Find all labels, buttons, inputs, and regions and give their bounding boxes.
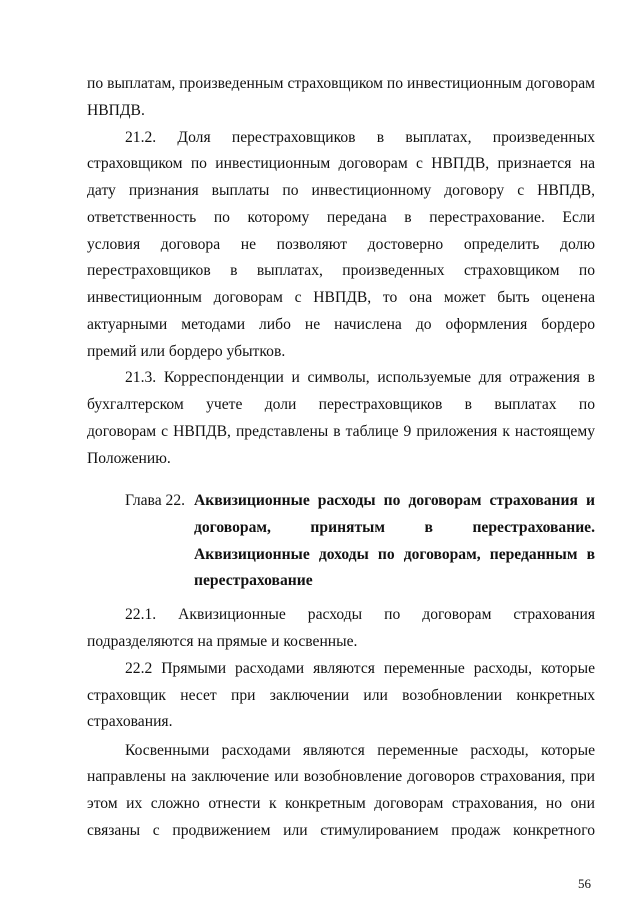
paragraph-line: 22.1. Аквизиционные расходы по договорам страхования: [125, 606, 595, 623]
chapter-title-line: договорам, принятым в перестрахование.: [194, 519, 595, 536]
paragraph-line: бухгалтерском учете доли перестраховщиков в выплатах по: [87, 396, 595, 413]
paragraph-line: премий или бордеро убытков.: [87, 343, 286, 360]
paragraph-line: 21.2. Доля перестраховщиков в выплатах, произведенных: [125, 129, 595, 146]
paragraph-line: направлены на заключение или возобновление договоров страхования, при: [87, 768, 595, 785]
chapter-title-line: Аквизиционные доходы по договорам, переданным в: [194, 546, 595, 563]
paragraph-line: договорам с НВПДВ, представлены в таблице 9 приложения к настоящему: [87, 423, 595, 440]
paragraph-line: ответственность по которому передана в перестрахование. Если: [87, 209, 595, 226]
paragraph-line: связаны с продвижением или стимулированием продаж конкретного: [87, 822, 595, 839]
paragraph-line: НВПДВ.: [87, 102, 145, 119]
paragraph-line: перестраховщиков в выплатах, произведенных страховщиком по: [87, 262, 595, 279]
chapter-title-line: перестрахование: [194, 572, 313, 589]
chapter-label: Глава 22.: [125, 492, 186, 509]
paragraph-line: страховщик несет при заключении или возобновлении конкретных: [87, 687, 595, 704]
paragraph-line: Положению.: [87, 450, 171, 467]
paragraph-line: подразделяются на прямые и косвенные.: [87, 633, 358, 650]
paragraph-line: по выплатам, произведенным страховщиком по инвестиционным договорам: [87, 75, 595, 92]
paragraph-line: условия договора не позволяют достоверно определить долю: [87, 236, 595, 253]
chapter-title-line: Аквизиционные расходы по договорам страхования и: [194, 492, 595, 509]
page-number: 56: [578, 876, 591, 891]
paragraph-line: 22.2 Прямыми расходами являются переменные расходы, которые: [125, 660, 595, 677]
paragraph-line: актуарными методами либо не начислена до оформления бордеро: [87, 316, 595, 333]
paragraph-line: этом их сложно отнести к конкретным договорам страхования, но они: [87, 795, 595, 812]
paragraph-line: Косвенными расходами являются переменные расходы, которые: [125, 742, 595, 759]
paragraph-line: страховщиком по инвестиционным договорам с НВПДВ, признается на: [87, 155, 595, 172]
paragraph-line: страхования.: [87, 713, 173, 730]
paragraph-line: 21.3. Корреспонденции и символы, используемые для отражения в: [125, 369, 595, 386]
paragraph-line: дату признания выплаты по инвестиционному договору с НВПДВ,: [87, 182, 595, 199]
paragraph-line: инвестиционным договорам с НВПДВ, то она может быть оценена: [87, 289, 595, 306]
